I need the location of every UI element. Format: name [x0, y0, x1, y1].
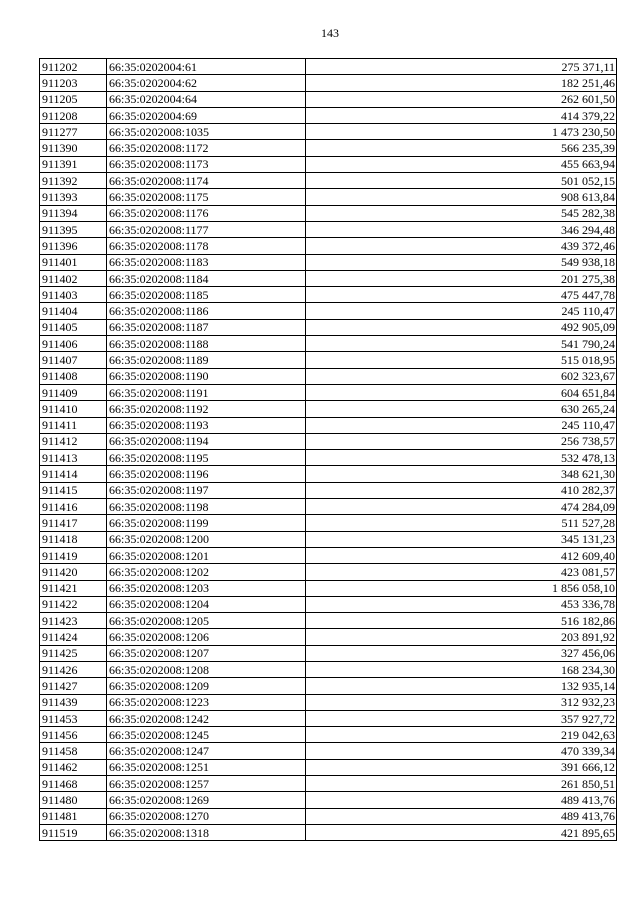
value-cell: 261 850,51: [306, 776, 617, 792]
table-row: [40, 221, 617, 237]
value-cell: 549 938,18: [306, 254, 617, 270]
value-cell: 439 372,46: [306, 238, 617, 254]
cadastral-number-cell: 66:35:0202008:1191: [107, 384, 306, 400]
table-row: [40, 776, 617, 792]
cadastral-number-cell: 66:35:0202008:1208: [107, 661, 306, 677]
table-row: [40, 661, 617, 677]
value-cell: 182 251,46: [306, 75, 617, 91]
value-cell: 470 339,34: [306, 743, 617, 759]
cadastral-number-cell: 66:35:0202008:1202: [107, 564, 306, 580]
row-id-cell: 911205: [40, 91, 107, 107]
cadastral-number-cell: 66:35:0202008:1205: [107, 613, 306, 629]
table-row: [40, 564, 617, 580]
row-id-cell: 911415: [40, 482, 107, 498]
value-cell: 201 275,38: [306, 270, 617, 286]
row-id-cell: 911203: [40, 75, 107, 91]
row-id-cell: 911456: [40, 727, 107, 743]
cadastral-number-cell: 66:35:0202008:1189: [107, 352, 306, 368]
value-cell: 168 234,30: [306, 661, 617, 677]
cadastral-number-cell: 66:35:0202004:62: [107, 75, 306, 91]
cadastral-number-cell: 66:35:0202008:1201: [107, 547, 306, 563]
table-row: [40, 824, 617, 840]
value-cell: 219 042,63: [306, 727, 617, 743]
cadastral-number-cell: 66:35:0202008:1193: [107, 417, 306, 433]
value-cell: 602 323,67: [306, 368, 617, 384]
table-row: [40, 694, 617, 710]
value-cell: 604 651,84: [306, 384, 617, 400]
value-cell: 421 895,65: [306, 824, 617, 840]
row-id-cell: 911418: [40, 531, 107, 547]
table-row: [40, 482, 617, 498]
cadastral-number-cell: 66:35:0202008:1257: [107, 776, 306, 792]
value-cell: 501 052,15: [306, 173, 617, 189]
value-cell: 475 447,78: [306, 287, 617, 303]
row-id-cell: 911390: [40, 140, 107, 156]
value-cell: 545 282,38: [306, 205, 617, 221]
cadastral-number-cell: 66:35:0202008:1196: [107, 466, 306, 482]
cadastral-number-cell: 66:35:0202008:1199: [107, 515, 306, 531]
table-body: [40, 59, 617, 841]
cadastral-number-cell: 66:35:0202008:1176: [107, 205, 306, 221]
row-id-cell: 911416: [40, 499, 107, 515]
row-id-cell: 911468: [40, 776, 107, 792]
row-id-cell: 911426: [40, 661, 107, 677]
table-row: [40, 678, 617, 694]
cadastral-number-cell: 66:35:0202008:1185: [107, 287, 306, 303]
value-cell: 412 609,40: [306, 547, 617, 563]
cadastral-number-cell: 66:35:0202008:1318: [107, 824, 306, 840]
row-id-cell: 911395: [40, 221, 107, 237]
page-number: 143: [321, 26, 339, 40]
cadastral-number-cell: 66:35:0202008:1270: [107, 808, 306, 824]
table-row: [40, 808, 617, 824]
table-row: [40, 189, 617, 205]
cadastral-number-cell: 66:35:0202004:64: [107, 91, 306, 107]
row-id-cell: 911420: [40, 564, 107, 580]
value-cell: 532 478,13: [306, 450, 617, 466]
cadastral-number-cell: 66:35:0202008:1188: [107, 336, 306, 352]
table-row: [40, 613, 617, 629]
row-id-cell: 911419: [40, 547, 107, 563]
table-row: [40, 466, 617, 482]
value-cell: 1 473 230,50: [306, 124, 617, 140]
table-row: [40, 336, 617, 352]
cadastral-number-cell: 66:35:0202008:1174: [107, 173, 306, 189]
row-id-cell: 911413: [40, 450, 107, 466]
value-cell: 630 265,24: [306, 401, 617, 417]
value-cell: 566 235,39: [306, 140, 617, 156]
row-id-cell: 911407: [40, 352, 107, 368]
cadastral-number-cell: 66:35:0202008:1245: [107, 727, 306, 743]
table-row: [40, 352, 617, 368]
table-row: [40, 140, 617, 156]
row-id-cell: 911391: [40, 156, 107, 172]
cadastral-number-cell: 66:35:0202008:1209: [107, 678, 306, 694]
cadastral-number-cell: 66:35:0202008:1184: [107, 270, 306, 286]
row-id-cell: 911408: [40, 368, 107, 384]
value-cell: 516 182,86: [306, 613, 617, 629]
row-id-cell: 911277: [40, 124, 107, 140]
table-row: [40, 743, 617, 759]
row-id-cell: 911402: [40, 270, 107, 286]
cadastral-number-cell: 66:35:0202008:1186: [107, 303, 306, 319]
cadastral-number-cell: 66:35:0202008:1206: [107, 629, 306, 645]
value-cell: 489 413,76: [306, 808, 617, 824]
row-id-cell: 911409: [40, 384, 107, 400]
table-row: [40, 499, 617, 515]
cadastral-number-cell: 66:35:0202008:1198: [107, 499, 306, 515]
row-id-cell: 911410: [40, 401, 107, 417]
value-cell: 245 110,47: [306, 417, 617, 433]
value-cell: 515 018,95: [306, 352, 617, 368]
row-id-cell: 911393: [40, 189, 107, 205]
cadastral-number-cell: 66:35:0202008:1177: [107, 221, 306, 237]
value-cell: 262 601,50: [306, 91, 617, 107]
cadastral-number-cell: 66:35:0202008:1172: [107, 140, 306, 156]
row-id-cell: 911405: [40, 319, 107, 335]
row-id-cell: 911480: [40, 792, 107, 808]
table-row: [40, 629, 617, 645]
value-cell: 541 790,24: [306, 336, 617, 352]
row-id-cell: 911411: [40, 417, 107, 433]
data-table: [39, 58, 617, 841]
row-id-cell: 911414: [40, 466, 107, 482]
cadastral-number-cell: 66:35:0202008:1173: [107, 156, 306, 172]
table-row: [40, 531, 617, 547]
row-id-cell: 911453: [40, 710, 107, 726]
cadastral-number-cell: 66:35:0202008:1242: [107, 710, 306, 726]
cadastral-number-cell: 66:35:0202008:1035: [107, 124, 306, 140]
value-cell: 489 413,76: [306, 792, 617, 808]
row-id-cell: 911462: [40, 759, 107, 775]
table-row: [40, 759, 617, 775]
cadastral-number-cell: 66:35:0202008:1203: [107, 580, 306, 596]
row-id-cell: 911423: [40, 613, 107, 629]
row-id-cell: 911481: [40, 808, 107, 824]
table-row: [40, 156, 617, 172]
row-id-cell: 911425: [40, 645, 107, 661]
row-id-cell: 911422: [40, 596, 107, 612]
cadastral-number-cell: 66:35:0202008:1200: [107, 531, 306, 547]
row-id-cell: 911396: [40, 238, 107, 254]
table-row: [40, 710, 617, 726]
cadastral-number-cell: 66:35:0202008:1183: [107, 254, 306, 270]
cadastral-number-cell: 66:35:0202008:1207: [107, 645, 306, 661]
row-id-cell: 911392: [40, 173, 107, 189]
table-row: [40, 547, 617, 563]
cadastral-number-cell: 66:35:0202008:1190: [107, 368, 306, 384]
table-row: [40, 417, 617, 433]
cadastral-number-cell: 66:35:0202008:1194: [107, 433, 306, 449]
table-row: [40, 727, 617, 743]
table-row: [40, 59, 617, 75]
cadastral-number-cell: 66:35:0202008:1251: [107, 759, 306, 775]
row-id-cell: 911417: [40, 515, 107, 531]
table-row: [40, 91, 617, 107]
row-id-cell: 911404: [40, 303, 107, 319]
value-cell: 132 935,14: [306, 678, 617, 694]
cadastral-number-cell: 66:35:0202008:1192: [107, 401, 306, 417]
value-cell: 203 891,92: [306, 629, 617, 645]
cadastral-number-cell: 66:35:0202008:1178: [107, 238, 306, 254]
value-cell: 348 621,30: [306, 466, 617, 482]
value-cell: 423 081,57: [306, 564, 617, 580]
table-row: [40, 401, 617, 417]
value-cell: 908 613,84: [306, 189, 617, 205]
value-cell: 346 294,48: [306, 221, 617, 237]
row-id-cell: 911208: [40, 107, 107, 123]
value-cell: 312 932,23: [306, 694, 617, 710]
table-row: [40, 173, 617, 189]
table-row: [40, 433, 617, 449]
cadastral-number-cell: 66:35:0202008:1195: [107, 450, 306, 466]
table-row: [40, 450, 617, 466]
value-cell: 327 456,06: [306, 645, 617, 661]
table-row: [40, 515, 617, 531]
table-row: [40, 384, 617, 400]
table-row: [40, 205, 617, 221]
row-id-cell: 911424: [40, 629, 107, 645]
cadastral-number-cell: 66:35:0202008:1247: [107, 743, 306, 759]
row-id-cell: 911406: [40, 336, 107, 352]
row-id-cell: 911519: [40, 824, 107, 840]
table-row: [40, 645, 617, 661]
value-cell: 245 110,47: [306, 303, 617, 319]
cadastral-number-cell: 66:35:0202008:1223: [107, 694, 306, 710]
table-row: [40, 238, 617, 254]
value-cell: 474 284,09: [306, 499, 617, 515]
value-cell: 275 371,11: [306, 59, 617, 75]
cadastral-number-cell: 66:35:0202004:61: [107, 59, 306, 75]
table-row: [40, 75, 617, 91]
table-row: [40, 368, 617, 384]
value-cell: 410 282,37: [306, 482, 617, 498]
table-row: [40, 270, 617, 286]
row-id-cell: 911401: [40, 254, 107, 270]
value-cell: 455 663,94: [306, 156, 617, 172]
row-id-cell: 911439: [40, 694, 107, 710]
cadastral-number-cell: 66:35:0202004:69: [107, 107, 306, 123]
row-id-cell: 911394: [40, 205, 107, 221]
row-id-cell: 911403: [40, 287, 107, 303]
value-cell: 256 738,57: [306, 433, 617, 449]
table-row: [40, 580, 617, 596]
cadastral-number-cell: 66:35:0202008:1187: [107, 319, 306, 335]
value-cell: 511 527,28: [306, 515, 617, 531]
row-id-cell: 911458: [40, 743, 107, 759]
value-cell: 357 927,72: [306, 710, 617, 726]
table-row: [40, 303, 617, 319]
cadastral-number-cell: 66:35:0202008:1197: [107, 482, 306, 498]
value-cell: 1 856 058,10: [306, 580, 617, 596]
cadastral-number-cell: 66:35:0202008:1175: [107, 189, 306, 205]
table-row: [40, 254, 617, 270]
value-cell: 492 905,09: [306, 319, 617, 335]
row-id-cell: 911202: [40, 59, 107, 75]
value-cell: 453 336,78: [306, 596, 617, 612]
row-id-cell: 911421: [40, 580, 107, 596]
row-id-cell: 911427: [40, 678, 107, 694]
cadastral-number-cell: 66:35:0202008:1269: [107, 792, 306, 808]
value-cell: 414 379,22: [306, 107, 617, 123]
table-row: [40, 287, 617, 303]
row-id-cell: 911412: [40, 433, 107, 449]
table-row: [40, 107, 617, 123]
table-row: [40, 319, 617, 335]
cadastral-number-cell: 66:35:0202008:1204: [107, 596, 306, 612]
table-row: [40, 124, 617, 140]
table-row: [40, 596, 617, 612]
value-cell: 345 131,23: [306, 531, 617, 547]
table-row: [40, 792, 617, 808]
value-cell: 391 666,12: [306, 759, 617, 775]
